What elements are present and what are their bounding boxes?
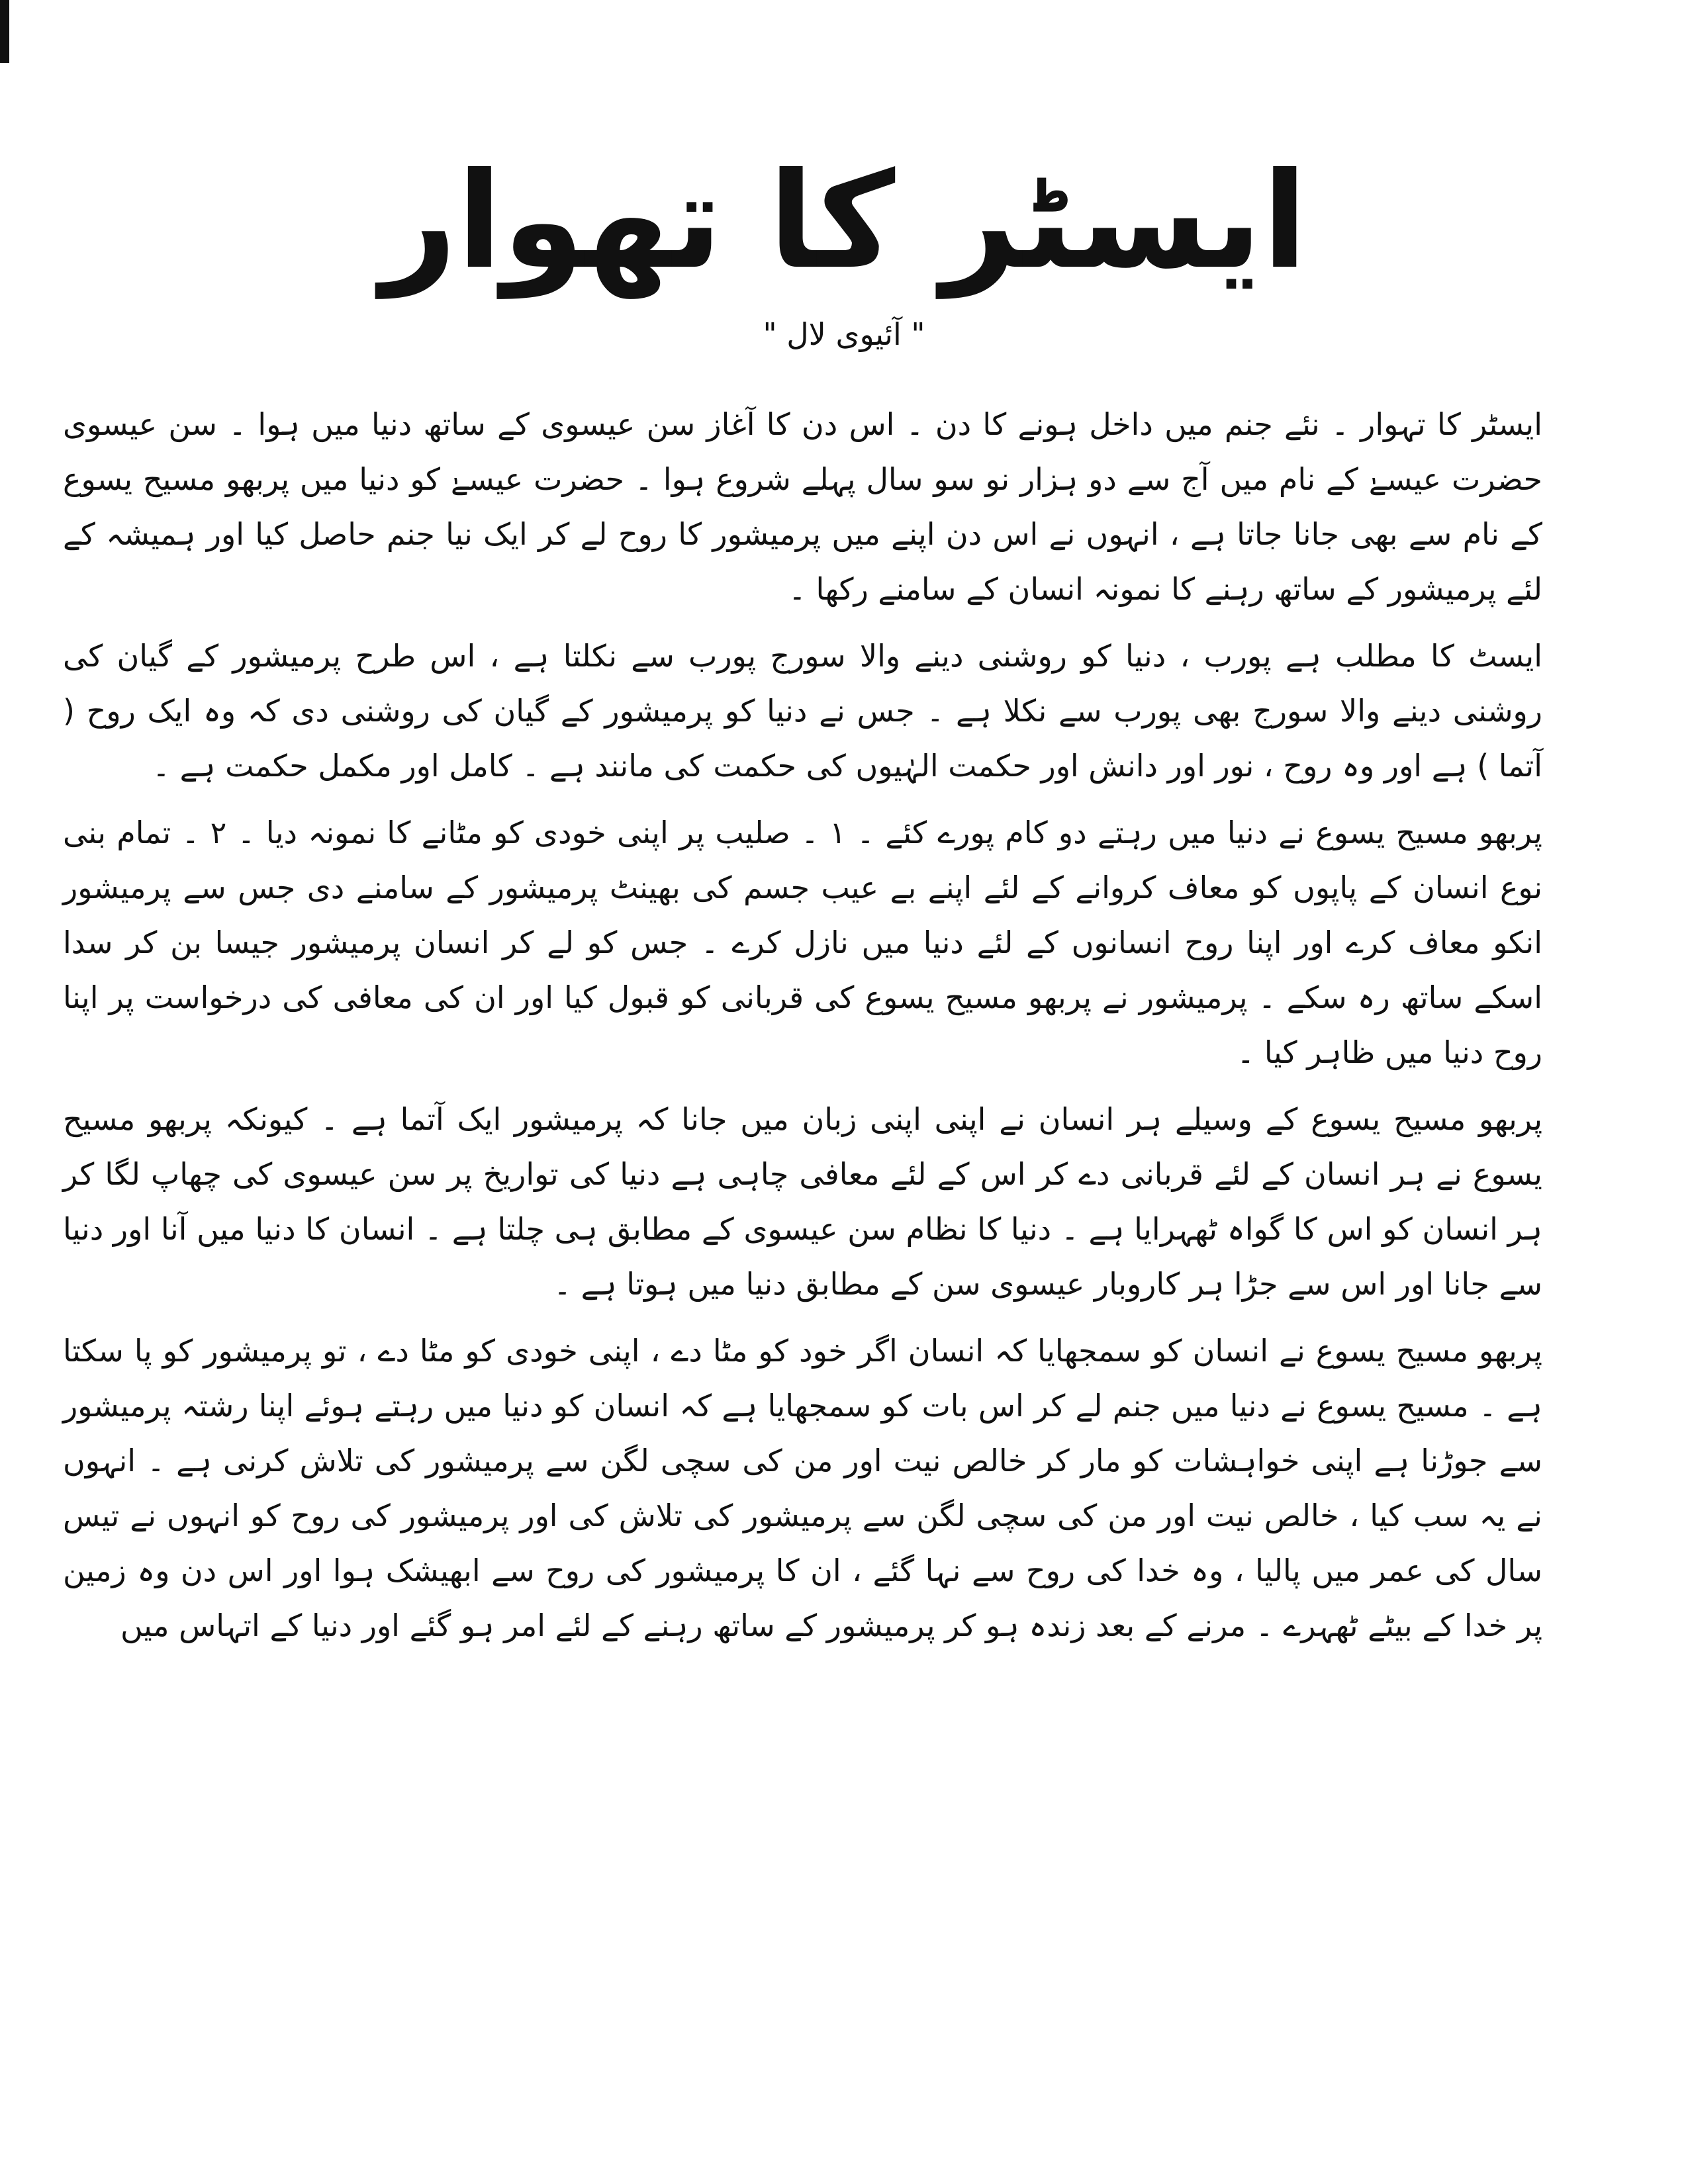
paragraph-5: پربھو مسیح یسوع نے انسان کو سمجھایا کہ انسان اگر خود کو مٹا دے ، اپنی خودی کو مٹا دے ، تو پرمیشور کو پا سکتا ہے ۔ مسیح یسوع نے دنیا میں جنم لے کر اس بات کو سمجھایا ہے کہ انسان کو دنیا میں رہتے ہوئے اپنا رشتہ پرمیشور سے جوڑنا ہے اپنی خواہشات کو مار کر خالص نیت اور من کی سچی لگن سے پرمیشور کی تلاش کرنی ہے ۔ انہوں نے یہ سب کیا ، خالص نیت اور من کی سچی لگن سے پرمیشور کی تلاش کی اور پرمیشور کی روح کو انہوں نے تیس سال کی عمر میں پالیا ، وہ خدا کی روح سے نہا گئے ، ان کا پرمیشور کی روح سے ابھیشک ہوا اور اس دن وہ زمین پر خدا کے بیٹے ٹھہرے ۔ مرنے کے بعد زندہ ہو کر پرمیشور کے ساتھ رہنے کے لئے امر ہو گئے اور دنیا کے اتہاس میں [63,1333,1542,1643]
paragraph-3: پربھو مسیح یسوع نے دنیا میں رہتے دو کام پورے کئے ۔ ۱ ۔ صلیب پر اپنی خودی کو مٹانے کا نمونہ دیا ۔ ۲ ۔ تمام بنی نوع انسان کے پاپوں کو معاف کروانے کے لئے اپنے بے عیب جسم کی بھینٹ پرمیشور کے سامنے دی جس سے پرمیشور انکو معاف کرے اور اپنا روح انسانوں کے لئے دنیا میں نازل کرے ۔ جس کو لے کر انسان پرمیشور جیسا بن کر سدا اسکے ساتھ رہ سکے ۔ پرمیشور نے پربھو مسیح یسوع کی قربانی کو قبول کیا اور ان کی معافی کی درخواست پر اپنا روح دنیا میں ظاہر کیا ۔ [63,815,1542,1070]
paragraph-2: ایسٹ کا مطلب ہے پورب ، دنیا کو روشنی دینے والا سورج پورب سے نکلتا ہے ، اس طرح پرمیشور کے گیان کی روشنی دینے والا سورج بھی پورب سے نکلا ہے ۔ جس نے دنیا کو پرمیشور کے گیان کی روشنی دی کہ وہ ایک روح ( آتما ) ہے اور وہ روح ، نور اور دانش اور حکمت الہٰیوں کی حکمت کی مانند ہے ۔ کامل اور مکمل حکمت ہے ۔ [63,638,1542,784]
paragraph-4: پربھو مسیح یسوع کے وسیلے ہر انسان نے اپنی اپنی زبان میں جانا کہ پرمیشور ایک آتما ہے ۔ کیونکہ پربھو مسیح یسوع نے ہر انسان کے لئے قربانی دے کر اس کے لئے معافی چاہی ہے دنیا کی تواریخ پر سن عیسوی کی چھاپ لگا کر ہر انسان کو اس کا گواہ ٹھہرایا ہے ۔ دنیا کا نظام سن عیسوی کے مطابق ہی چلتا ہے ۔ انسان کا دنیا میں آنا اور دنیا سے جانا اور اس سے جڑا ہر کاروبار عیسوی سن کے مطابق دنیا میں ہوتا ہے ۔ [63,1101,1542,1302]
paragraph-1: ایسٹر کا تہوار ۔ نئے جنم میں داخل ہونے کا دن ۔ اس دن کا آغاز سن عیسوی کے ساتھ دنیا میں ہوا ۔ سن عیسوی حضرت عیسےٰ کے نام میں آج سے دو ہزار نو سو سال پہلے شروع ہوا ۔ حضرت عیسےٰ کو دنیا میں پربھو مسیح یسوع کے نام سے بھی جانا جاتا ہے ، انہوں نے اس دن اپنے میں پرمیشور کا روح لے کر ایک نیا جنم حاصل کیا اور ہمیشہ کے لئے پرمیشور کے ساتھ رہنے کا نمونہ انسان کے سامنے رکھا ۔ [63,406,1542,607]
article-body [63,397,1542,1665]
author-byline: " آئیوی لال " [763,316,925,352]
page-title: ایسٹر کا تھوار [380,144,1308,298]
scan-edge-mark [0,0,9,63]
